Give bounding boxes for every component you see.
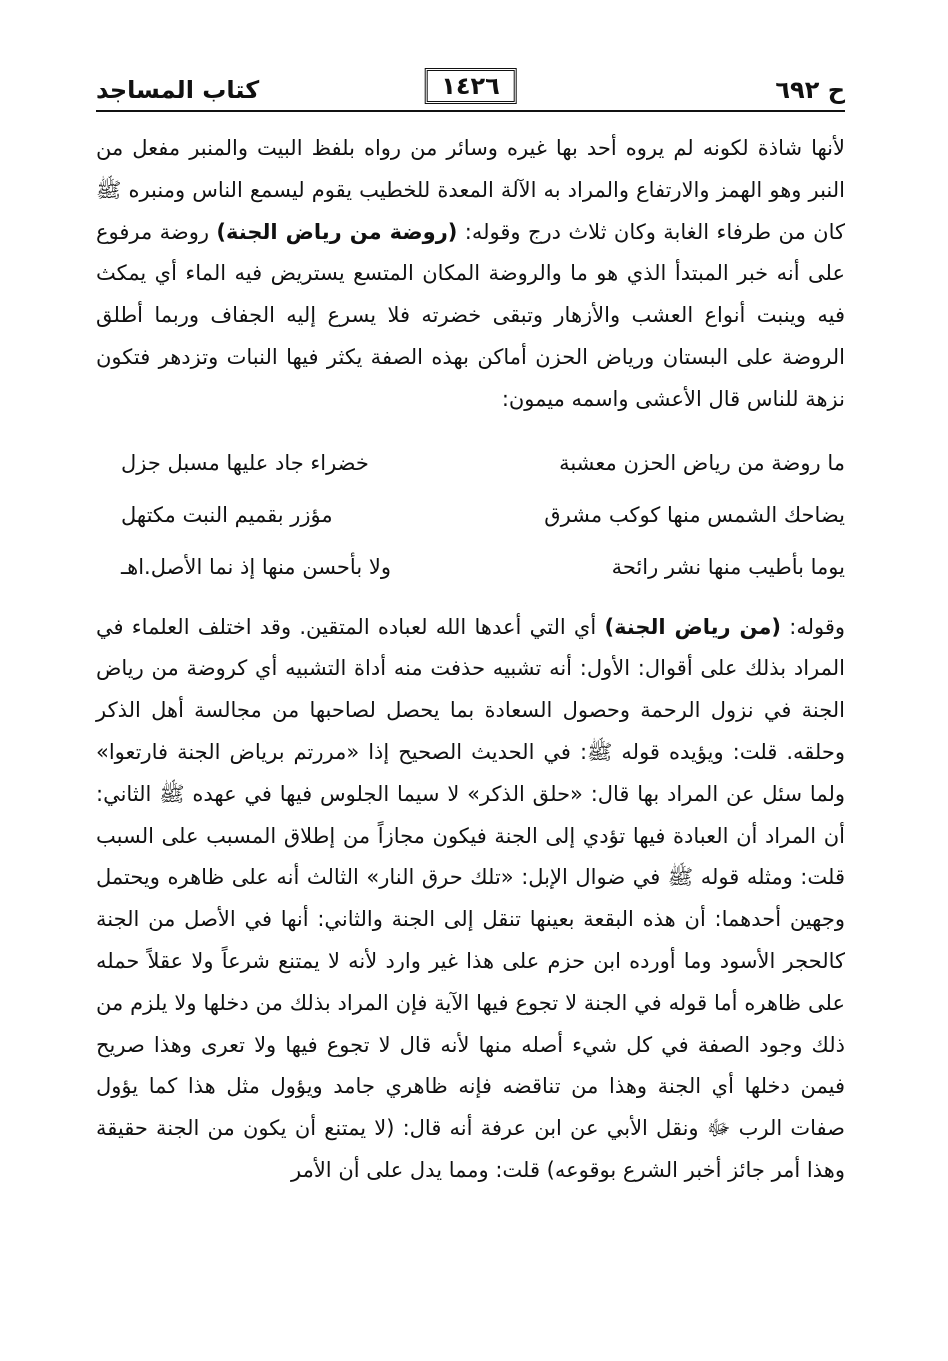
paragraph-text: لأنها شاذة لكونه لم يروه أحد بها غيره وسائر من رواه بلفظ البيت والمنبر مفعل من النبر وهو الهمز والارتفاع والمراد به الآلة المعدة للخطيب يقوم ليسمع الناس ومنبره ﷺ كان من طرفاء الغابة وكان ثلاث درج وقوله:	[96, 136, 845, 244]
verse-second-hemistich: خضراء جاد عليها مسبل جزل	[121, 450, 369, 475]
poem-verse	[96, 489, 845, 541]
header-rule	[96, 110, 845, 112]
verse-second-hemistich: مؤزر بقميم النبت مكتهل	[121, 502, 333, 527]
verse-first-hemistich: يضاحك الشمس منها كوكب مشرق	[544, 502, 845, 527]
paragraph-1	[96, 128, 845, 421]
paragraph-text: أي التي أعدها الله لعباده المتقين. وقد اختلف العلماء في المراد بذلك على أقوال: الأول: أنه تشبيه حذفت منه أداة التشبيه أي كروضة من رياض الجنة في نزول الرحمة وحصول السعادة بما يحصل لصاحبها من مجالسة أهل الذكر وحلقه. قلت: ويؤيده قوله ﷺ: في الحديث الصحيح إذا «مررتم برياض الجنة فارتعوا» ولما سئل عن المراد بها قال: «حلق الذكر» لا سيما الجلوس فيها في عهده ﷺ الثاني: أن المراد أن العبادة فيها تؤدي إلى الجنة فيكون مجازاً من إطلاق المسبب على السبب قلت: ومثله قوله ﷺ في ضوال الإبل: «تلك حرق النار» الثالث أنه على ظاهره ويحتمل وجهين أحدهما: أن هذه البقعة بعينها تنقل إلى الجنة والثاني: أنها في الأصل من الجنة كالحجر الأسود وما أورده ابن حزم على هذا غير وارد لأنه لا يمتنع شرعاً ولا عقلاً حمله على ظاهره أما قوله في الجنة لا تجوع فيها الآية فإن المراد بذلك من دخلها ولا يلزم من ذلك وجود الصفة في كل شيء أصله منها لأنه قال لا تجوع فيها ولا تعرى وهذا صريح فيمن دخلها أي الجنة وهذا من تناقضه فإنه ظاهري جامد ويؤول مثل هذا كما يؤول صفات الرب ﷻ ونقل الأبي عن ابن عرفة أنه قال: (لا يمتنع أن يكون من الجنة حقيقة وهذا أمر جائز أخبر الشرع بوقوعه) قلت: ومما يدل على أن الأمر	[96, 614, 845, 1182]
paragraph-text: وقوله:	[780, 614, 845, 639]
poem	[96, 437, 845, 593]
page-number: ١٤٢٦	[424, 68, 517, 104]
book-title: كتاب المساجد	[96, 76, 260, 104]
verse-first-hemistich: يوما بأطيب منها نشر رائحة	[611, 554, 845, 579]
bold-quote: (روضة من رياض الجنة)	[216, 219, 458, 244]
page-reference: ح ٦٩٢	[775, 76, 845, 104]
verse-second-hemistich: ولا بأحسن منها إذ نما الأصل.اهـ	[121, 554, 391, 579]
poem-verse	[96, 437, 845, 489]
bold-quote: (من رياض الجنة)	[604, 614, 781, 639]
verse-first-hemistich: ما روضة من رياض الحزن معشبة	[559, 450, 845, 475]
paragraph-2	[96, 607, 845, 1192]
paragraph-text: روضة مرفوع على أنه خبر المبتدأ الذي هو ما والروضة المكان المتسع يستريض فيه الماء أي يمكث فيه وينبت أنواع العشب والأزهار وتبقى خضرته فلا يسرع إليه الجفاف وربما أطلق الروضة على البستان ورياض الحزن أماكن بهذه الصفة يكثر فيها النبات وتزدهر فتكون نزهة للناس قال الأعشى واسمه ميمون:	[96, 219, 845, 411]
poem-verse	[96, 541, 845, 593]
page-header	[96, 62, 845, 108]
page-body	[96, 128, 845, 1192]
